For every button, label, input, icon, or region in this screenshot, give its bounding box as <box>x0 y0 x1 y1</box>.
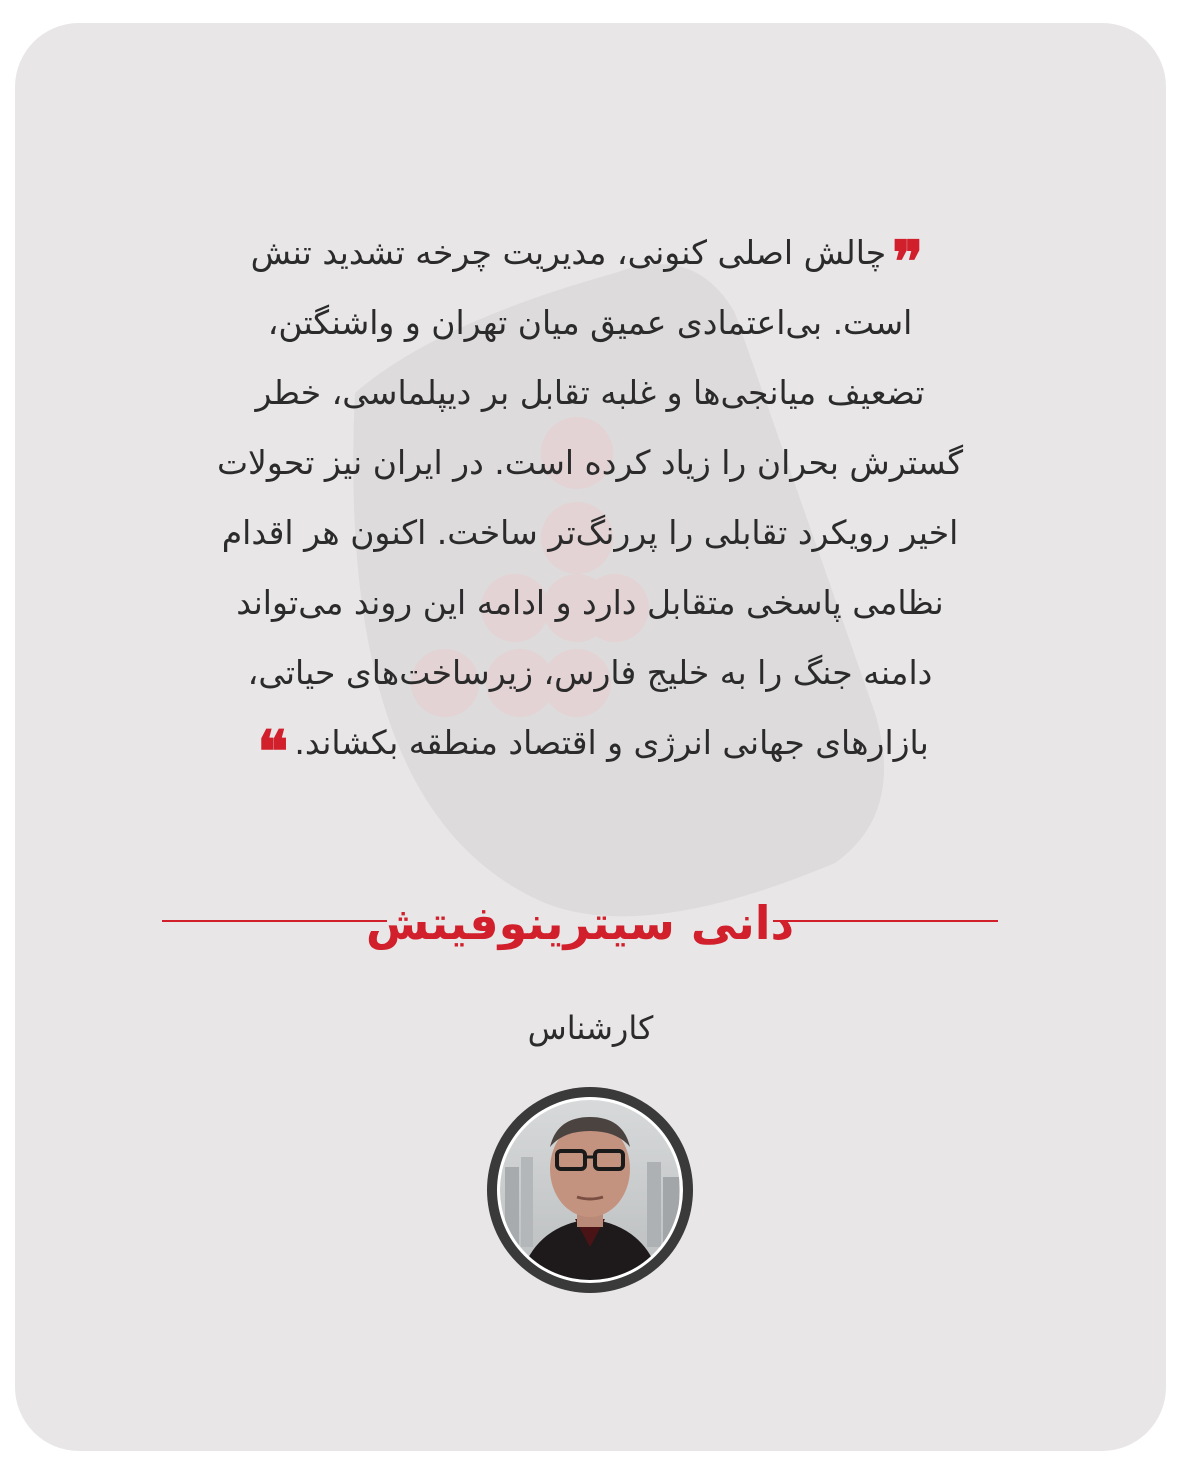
quote-line: نظامی پاسخی متقابل دارد و ادامه این روند می‌تواند <box>236 583 944 622</box>
quote-line: دامنه جنگ را به خلیج فارس، زیرساخت‌های حیاتی، <box>247 653 933 692</box>
person-role: کارشناس <box>527 1009 654 1047</box>
quote-line: تضعیف میانجی‌ها و غلبه تقابل بر دیپلماسی، خطر <box>255 373 925 412</box>
quote-block <box>170 218 1010 786</box>
close-quote-icon: ❝ <box>257 718 289 786</box>
quote-line: گسترش بحران را زیاد کرده است. در ایران نیز تحولات <box>216 443 964 482</box>
name-row <box>162 888 998 958</box>
quote-line: است. بی‌اعتمادی عمیق میان تهران و واشنگتن، <box>267 303 913 342</box>
quote-line: بازارهای جهانی انرژی و اقتصاد منطقه بکشاند. <box>294 723 929 762</box>
avatar-portrait-icon <box>487 1087 693 1293</box>
quote-line: چالش اصلی کنونی، مدیریت چرخه تشدید تنش <box>250 233 887 272</box>
quote-text <box>170 218 1010 786</box>
quote-line: اخیر رویکرد تقابلی را پررنگ‌تر ساخت. اکنون هر اقدام <box>221 513 959 552</box>
open-quote-icon: ❞ <box>892 228 924 296</box>
person-name: دانی سیترینوفیتش <box>365 896 795 950</box>
